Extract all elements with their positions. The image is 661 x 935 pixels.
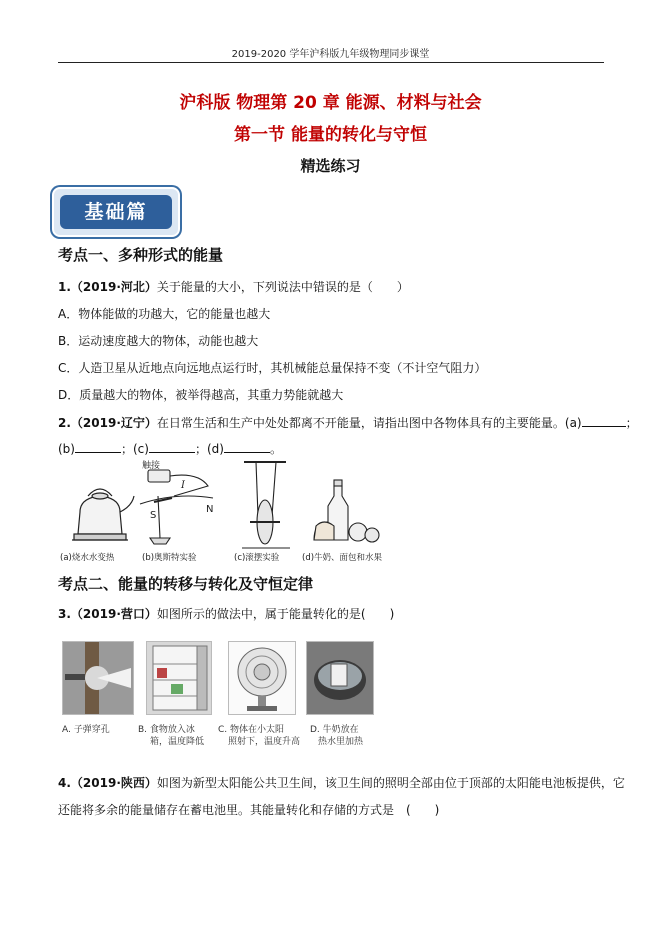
figure-label-s: S <box>150 510 157 521</box>
point1-heading: 考点一、多种形式的能量 <box>58 246 224 264</box>
question-2-blanks <box>58 440 282 457</box>
q3-caption-b2: 箱，温度降低 <box>150 737 205 747</box>
figure-label-i: I <box>181 480 185 491</box>
q3-text: 如图所示的做法中，属于能量转化的是( ) <box>156 607 395 621</box>
q2-text: 在日常生活和生产中处处都离不开能量，请指出图中各物体具有的主要能量。(a) <box>156 416 582 430</box>
q3-caption-d1: D. 牛奶放在 <box>310 725 359 735</box>
figure-label-n: N <box>206 504 214 515</box>
q1-option-d: D．质量越大的物体，被举得越高，其重力势能就越大 <box>58 388 344 402</box>
practice-title: 精选练习 <box>300 157 361 175</box>
kettle-illustration <box>72 489 134 540</box>
chapter-title: 沪科版 物理第 20 章 能源、材料与社会 <box>179 93 482 113</box>
caption-c: (c)滚摆实验 <box>234 553 280 563</box>
question-4-stem-line2: 还能将多余的能量储存在蓄电池里。其能量转化和存储的方式是 ( ) <box>58 803 440 817</box>
page-header: 2019-2020 学年沪科版九年级物理同步课堂 <box>231 49 430 60</box>
q3-caption-b1: B. 食物放入冰 <box>138 725 195 735</box>
q3-caption-d2: 热水里加热 <box>318 737 364 747</box>
q1-option-a: A．物体能做的功越大，它的能量也越大 <box>58 307 271 321</box>
q2-source: （2019·辽宁） <box>70 416 157 430</box>
q2-number: 2. <box>58 416 71 430</box>
q1-option-b: B．运动速度越大的物体，动能也越大 <box>58 334 259 348</box>
q1-text: 关于能量的大小，下列说法中错误的是（ ） <box>156 280 409 294</box>
q3-caption-c1: C. 物体在小太阳 <box>218 725 285 735</box>
bullet-photo <box>62 641 134 715</box>
question-4-stem-line1 <box>58 775 625 791</box>
q3-caption-a: A. 子弹穿孔 <box>62 725 110 735</box>
q3-number: 3. <box>58 607 71 621</box>
q2-sep-d: ；(d) <box>194 442 224 456</box>
q2-blank-a[interactable] <box>582 414 626 427</box>
oersted-illustration <box>140 470 213 544</box>
food-illustration <box>314 480 379 542</box>
q3-caption-c2: 照射下，温度升高 <box>228 737 301 747</box>
q4-number: 4. <box>58 776 71 790</box>
point2-heading: 考点二、能量的转移与转化及守恒定律 <box>58 575 314 593</box>
q4-source: （2019·陕西） <box>70 776 157 790</box>
q1-source: （2019·河北） <box>70 280 157 294</box>
q2-figure <box>58 456 388 568</box>
figure-label-touch: 触接 <box>142 461 161 471</box>
q2-blank-d[interactable] <box>224 440 270 453</box>
header-divider <box>58 62 604 63</box>
q2-blank-b[interactable] <box>75 440 121 453</box>
milk-photo <box>306 641 374 715</box>
caption-d: (d)牛奶、面包和水果 <box>302 553 383 563</box>
q1-option-c: C．人造卫星从近地点向远地点运行时，其机械能总量保持不变（不计空气阻力） <box>58 361 487 375</box>
question-1-stem <box>58 279 618 295</box>
q2-blank-c[interactable] <box>149 440 195 453</box>
q2-end: 。 <box>269 442 282 456</box>
question-2-stem <box>58 414 638 431</box>
q1-number: 1. <box>58 280 71 294</box>
pendulum-illustration <box>242 462 290 548</box>
q3-source: （2019·营口） <box>70 607 157 621</box>
fridge-photo <box>146 641 212 715</box>
section-title: 第一节 能量的转化与守恒 <box>234 125 427 145</box>
q4-text-line1: 如图为新型太阳能公共卫生间，该卫生间的照明全部由位于顶部的太阳能电池板提供，它 <box>156 776 625 790</box>
caption-b: (b)奥斯特实验 <box>142 553 197 563</box>
q2-blank-a-end: ； <box>625 416 638 430</box>
q2-sep-c: ；(c) <box>120 442 149 456</box>
basic-level-badge <box>52 187 180 237</box>
caption-a: (a)烧水水变热 <box>60 553 115 563</box>
heater-photo <box>228 641 296 715</box>
basic-level-label: 基础篇 <box>60 195 172 229</box>
question-3-stem <box>58 606 618 622</box>
q2-label-b: (b) <box>58 442 75 456</box>
